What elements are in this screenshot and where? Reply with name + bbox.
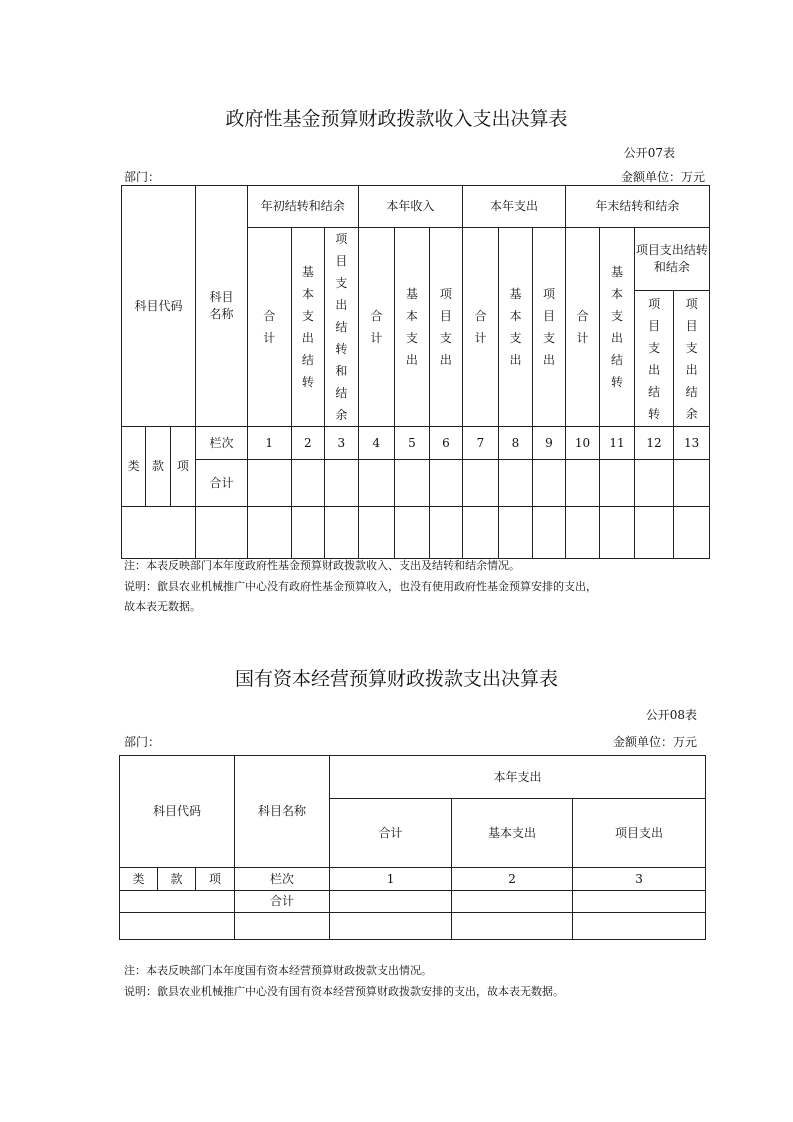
table2: [119, 755, 706, 940]
table-cell: [573, 891, 706, 913]
table-cell: [600, 507, 635, 559]
table-cell: [498, 460, 533, 507]
table2-row-total: 合计: [235, 891, 330, 913]
table1-begin-basic: 基本支出结转: [291, 228, 325, 427]
table2-note: 注：本表反映部门本年度国有资本经营预算财政拨款支出情况。: [124, 964, 432, 977]
table2-cls-kuan: 款: [158, 868, 196, 891]
table1-colnum: 12: [634, 427, 674, 460]
table2-explain: 说明：歙县农业机械推广中心没有国有资本经营预算财政拨款安排的支出，故本表无数据。: [124, 985, 564, 998]
table-cell: [498, 507, 533, 559]
table-cell: [463, 460, 499, 507]
table2-row-lanci: 栏次: [235, 868, 330, 891]
table2-sub-basic: 基本支出: [452, 799, 573, 868]
table-cell: [452, 891, 573, 913]
table1-colnum: 10: [565, 427, 600, 460]
table1-colnum: 1: [247, 427, 291, 460]
table2-sub-total: 合计: [330, 799, 452, 868]
table2-form-no: 公开08表: [645, 708, 697, 722]
table1-colnum: 2: [291, 427, 325, 460]
table-cell: [196, 507, 248, 559]
table1-colnum: 7: [463, 427, 499, 460]
table1-group-expense: 本年支出: [463, 186, 566, 228]
table1-cls-lei: 类: [122, 427, 146, 507]
table1-end-basic: 基本支出结转: [600, 228, 635, 427]
table2-unit-label: 金额单位：万元: [612, 735, 697, 749]
table-cell: [395, 460, 430, 507]
table1-income-total: 合计: [358, 228, 395, 427]
table1-expense-total: 合计: [463, 228, 499, 427]
table2-cls-lei: 类: [120, 868, 158, 891]
table1: [121, 185, 710, 559]
table1-group-begin: 年初结转和结余: [247, 186, 358, 228]
table1-form-no: 公开07表: [623, 146, 675, 160]
table-cell: [120, 913, 235, 940]
table1-income-basic: 基本支出: [395, 228, 430, 427]
table1-expense-basic: 基本支出: [498, 228, 533, 427]
table-cell: [122, 507, 196, 559]
table-cell: [120, 891, 235, 913]
table-cell: [463, 507, 499, 559]
table2-col-name: 科目名称: [235, 756, 330, 868]
table-cell: [325, 460, 359, 507]
table1-colnum: 6: [429, 427, 463, 460]
table-cell: [330, 891, 452, 913]
table1-begin-total: 合计: [247, 228, 291, 427]
table-cell: [573, 913, 706, 940]
table2-colnum: 1: [330, 868, 452, 891]
table1-cls-xiang: 项: [170, 427, 195, 507]
table-cell: [600, 460, 635, 507]
table-cell: [429, 507, 463, 559]
table-cell: [291, 460, 325, 507]
table-cell: [452, 913, 573, 940]
table1-row-total: 合计: [196, 460, 248, 507]
table-cell: [634, 460, 674, 507]
table1-title: 政府性基金预算财政拨款收入支出决算表: [225, 108, 568, 130]
table-cell: [358, 507, 395, 559]
table2-title: 国有资本经营预算财政拨款支出决算表: [234, 668, 558, 690]
table2-group-expense: 本年支出: [330, 756, 706, 799]
table1-colnum: 9: [533, 427, 566, 460]
table-cell: [358, 460, 395, 507]
table2-colnum: 3: [573, 868, 706, 891]
table-cell: [325, 507, 359, 559]
table2-colnum: 2: [452, 868, 573, 891]
table-cell: [533, 460, 566, 507]
table1-colnum: 11: [600, 427, 635, 460]
table2-sub-project: 项目支出: [573, 799, 706, 868]
table1-expense-project: 项目支出: [533, 228, 566, 427]
table1-begin-project: 项目支出结转和结余: [325, 228, 359, 427]
table1-end-project-group: 项目支出结转和结余: [634, 228, 709, 291]
table1-end-project-surplus: 项目支出结余: [674, 291, 710, 427]
table-cell: [674, 460, 710, 507]
table2-cls-xiang: 项: [196, 868, 235, 891]
table-cell: [429, 460, 463, 507]
table1-group-income: 本年收入: [358, 186, 463, 228]
table-cell: [330, 913, 452, 940]
table1-explain-line2: 故本表无数据。: [124, 600, 201, 613]
table-cell: [235, 913, 330, 940]
table1-col-name: 科目名称: [196, 186, 248, 427]
table1-end-project-carry: 项目支出结转: [634, 291, 674, 427]
table-cell: [533, 507, 566, 559]
table2-col-code: 科目代码: [120, 756, 235, 868]
table-cell: [674, 507, 710, 559]
table1-colnum: 3: [325, 427, 359, 460]
table1-col-code: 科目代码: [122, 186, 196, 427]
table1-colnum: 13: [674, 427, 710, 460]
table1-note: 注：本表反映部门本年度政府性基金预算财政拨款收入、支出及结转和结余情况。: [124, 559, 520, 572]
table1-unit-label: 金额单位：万元: [620, 170, 705, 184]
table-cell: [291, 507, 325, 559]
table1-income-project: 项目支出: [429, 228, 463, 427]
table1-colnum: 8: [498, 427, 533, 460]
table1-colnum: 5: [395, 427, 430, 460]
table-cell: [395, 507, 430, 559]
table-cell: [634, 507, 674, 559]
table1-row-lanci: 栏次: [196, 427, 248, 460]
table1-explain-line1: 说明：歙县农业机械推广中心没有政府性基金预算收入，也没有使用政府性基金预算安排的支出，: [124, 580, 597, 593]
table2-dept-label: 部门：: [124, 735, 161, 749]
table1-dept-label: 部门：: [124, 170, 161, 184]
table-cell: [565, 507, 600, 559]
table1-colnum: 4: [358, 427, 395, 460]
table-cell: [565, 460, 600, 507]
table1-group-end: 年末结转和结余: [565, 186, 709, 228]
table1-cls-kuan: 款: [146, 427, 170, 507]
table-cell: [247, 507, 291, 559]
table-cell: [247, 460, 291, 507]
table1-end-total: 合计: [565, 228, 600, 427]
